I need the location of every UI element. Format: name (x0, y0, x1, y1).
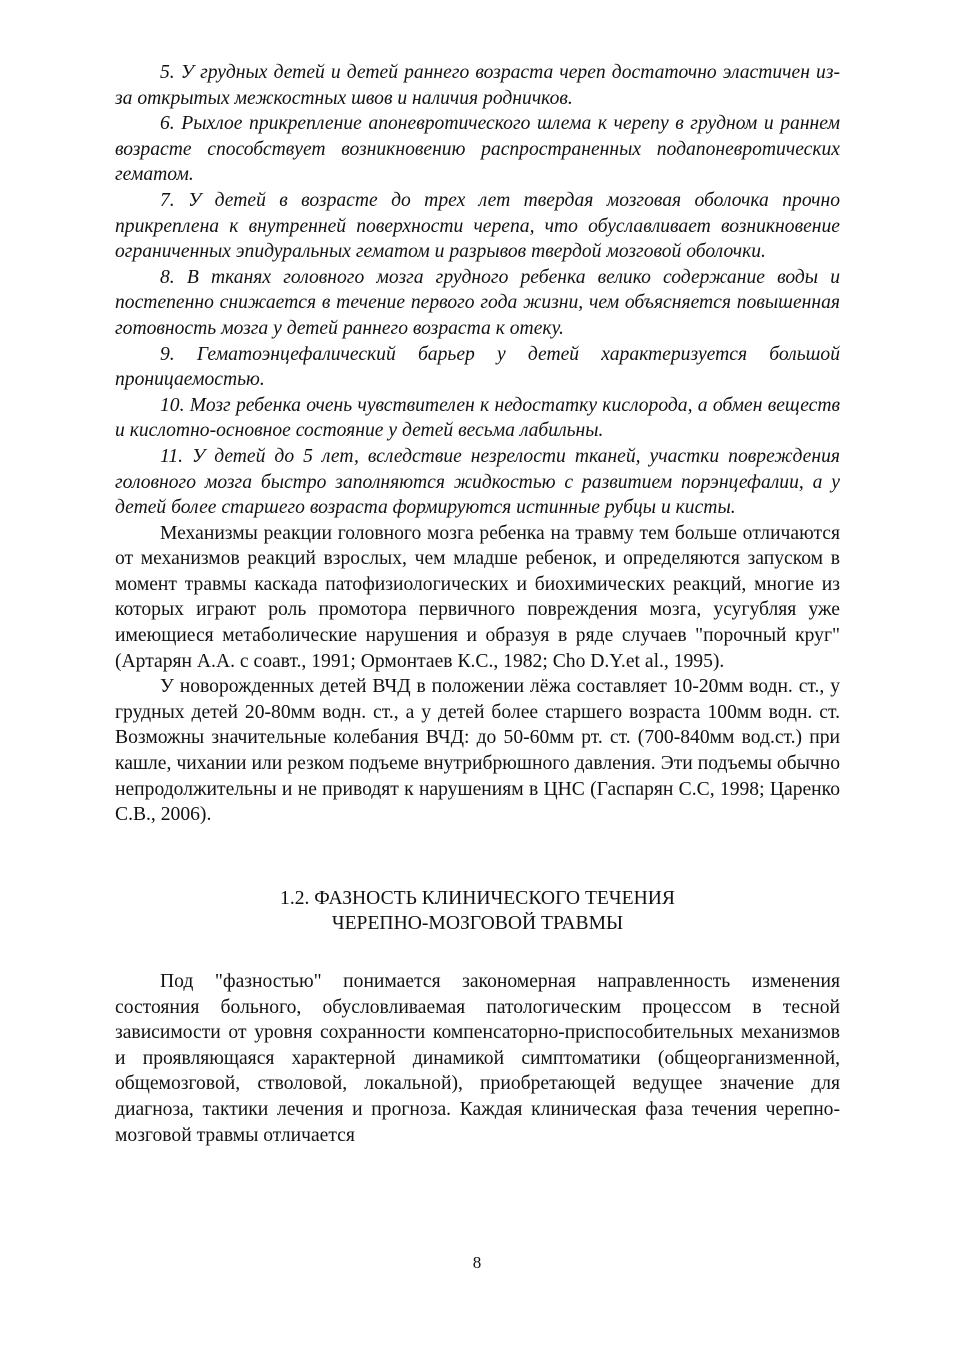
list-item: 6. Рыхлое прикрепление апоневротического шлема к черепу в грудном и раннем возрасте способствует возникновению распространенных подапоневротических гематом. (115, 113, 840, 186)
paragraph-icp: У новорожденных детей ВЧД в положении лёжа составляет 10-20мм водн. ст., у грудных детей 20-80мм водн. ст., а у детей более старшего возраста 100мм водн. ст. Возможны значительные колебания ВЧД: до 50-60мм рт. ст. (700-840мм вод.ст.) при кашле, чихании или резком подъеме внутрибрюшного давления. Эти подъемы обычно непродолжительны и не приводят к нарушениям в ЦНС (Гаспарян С.С, 1998; Царенко С.В., 2006). (115, 676, 840, 826)
paragraph-phases: Под "фазностью" понимается закономерная направленность изменения состояния больного, обусловливаемая патологическим процессом в тесной зависимости от уровня сохранности компенсаторно-приспособительных механизмов и проявляющаяся характерной динамикой симптоматики (общеорганизменной, общемозговой, стволовой, локальной), приобретающей ведущее значение для диагноза, тактики лечения и прогноза. Каждая клиническая фаза течения черепно-мозговой травмы отличается (115, 971, 840, 1146)
list-item: 8. В тканях головного мозга грудного ребенка велико содержание воды и постепенно снижается в течение первого года жизни, чем объясняется повышенная готовность мозга у детей раннего возраста к отеку. (115, 266, 840, 339)
section-heading (115, 886, 840, 937)
paragraph-mechanisms: Механизмы реакции головного мозга ребенка на травму тем больше отличаются от механизмов реакций взрослых, чем младше ребенок, и определяются запуском в момент травмы каскада патофизиологических и биохимических реакций, многие из которых играют роль промотора первичного повреждения мозга, усугубляя уже имеющиеся метаболические нарушения и образуя в ряде случаев "порочный круг" (Артарян А.А. с соавт., 1991; Ормонтаев К.С., 1982; Cho D.Y.et al., 1995). (115, 522, 840, 672)
list-item: 11. У детей до 5 лет, вследствие незрелости тканей, участки повреждения головного мозга быстро заполняются жидкостью с развитием порэнцефалии, а у детей более старшего возраста формируются истинные рубцы и кисты. (115, 445, 840, 519)
page-body (115, 60, 840, 1148)
list-item: 9. Гематоэнцефалический барьер у детей характеризуется большой проницаемостью. (115, 343, 840, 391)
list-item: 7. У детей в возрасте до трех лет твердая мозговая оболочка прочно прикреплена к внутренней поверхности черепа, что обуславливает возникновение ограниченных эпидуральных гематом и разрывов твердой мозговой оболочки. (115, 189, 840, 263)
list-item: 5. У грудных детей и детей раннего возраста череп достаточно эластичен из-за открытых межкостных швов и наличия родничков. (115, 62, 840, 109)
list-item: 10. Мозг ребенка очень чувствителен к недостатку кислорода, а обмен веществ и кислотно-основное состояние у детей весьма лабильны. (115, 394, 840, 442)
section-heading-line: ЧЕРЕПНО-МОЗГОВОЙ ТРАВМЫ (331, 913, 624, 935)
page-number: 8 (472, 1253, 482, 1272)
section-heading-line: 1.2. ФАЗНОСТЬ КЛИНИЧЕСКОГО ТЕЧЕНИЯ (280, 887, 675, 909)
